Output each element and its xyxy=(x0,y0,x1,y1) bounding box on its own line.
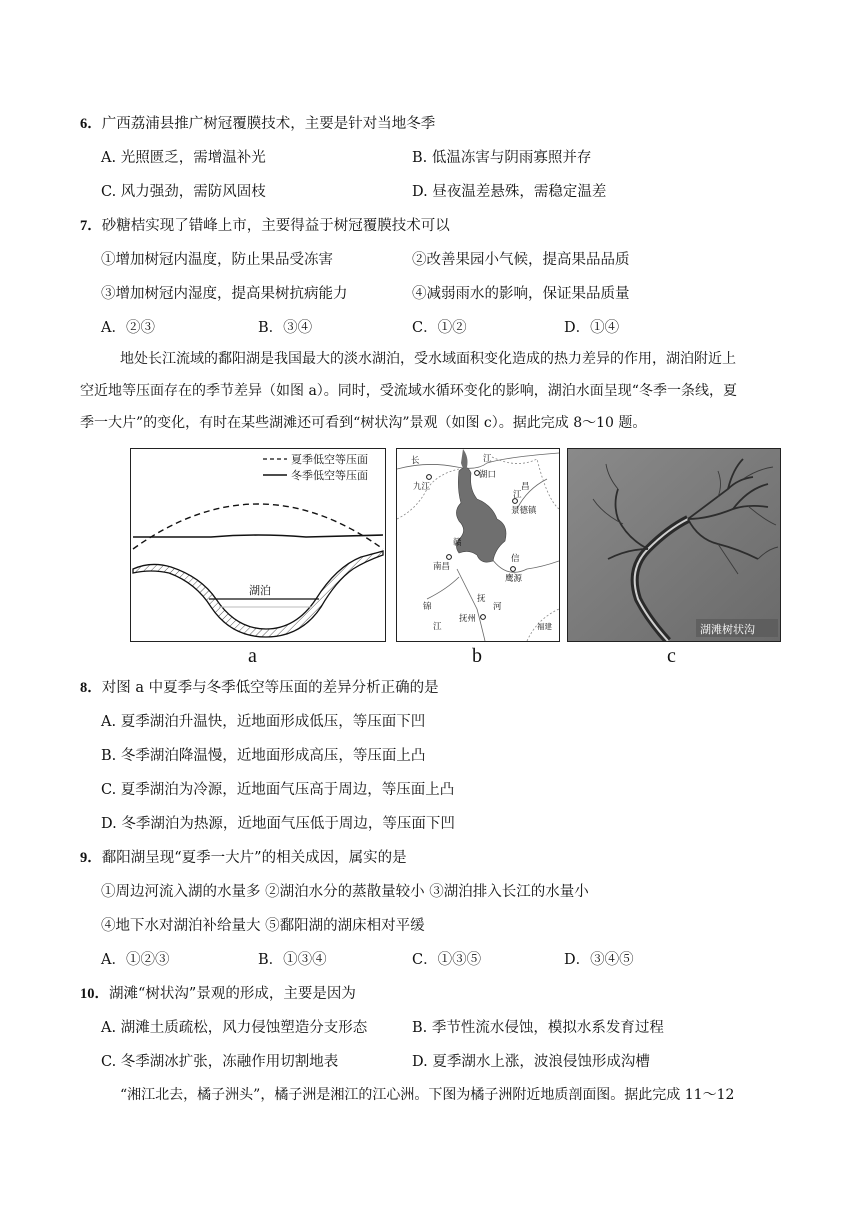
figure-a-label: a xyxy=(248,645,257,667)
map-label-fujian: 福建 xyxy=(537,622,552,631)
question-8-stem xyxy=(80,676,439,697)
map-label-jiujiang: 九江 xyxy=(413,482,431,492)
q9-option-c: C．①③⑤ xyxy=(412,952,482,968)
q10-option-c: C. 冬季湖冰扩张，冻融作用切割地表 xyxy=(101,1054,339,1070)
figure-c-label: c xyxy=(667,645,676,667)
lake-label: 湖泊 xyxy=(249,584,271,597)
question-6-stem xyxy=(80,112,435,133)
lake-inlet xyxy=(461,449,468,468)
map-label-nanchang: 南昌 xyxy=(433,562,451,572)
q10-option-d: D. 夏季湖水上涨，波浪侵蚀形成沟槽 xyxy=(412,1054,650,1070)
question-number: 6． xyxy=(80,116,102,132)
map-label-jingdezhen: 景德镇 xyxy=(511,506,537,516)
q7-option-b: B．③④ xyxy=(258,320,313,336)
summer-isobar-curve xyxy=(133,504,383,549)
poyang-lake-area xyxy=(456,467,506,562)
q8-option-a: A. 夏季湖泊升温快，近地面形成低压，等压面下凹 xyxy=(101,714,426,730)
isobar-cross-section xyxy=(131,449,385,641)
passage-line-3: 季一大片”的变化，有时在某些湖滩还可看到“树状沟”景观（如图 c）。据此完成 8～10 题。 xyxy=(80,415,647,431)
question-number: 9． xyxy=(80,850,102,866)
winter-isobar-curve xyxy=(133,535,383,537)
map-label-fu: 抚 xyxy=(477,594,486,604)
q8-option-b: B. 冬季湖泊降温慢，近地面形成高压，等压面上凸 xyxy=(101,748,426,764)
passage-line-1: 地处长江流域的鄱阳湖是我国最大的淡水湖泊，受水域面积变化造成的热力差异的作用，湖泊附近上 xyxy=(120,351,736,367)
poyang-lake-map xyxy=(397,449,559,641)
figure-a-isobar-diagram xyxy=(130,448,386,642)
q6-option-c: C. 风力强劲，需防风固枝 xyxy=(101,184,266,200)
map-label-hukou: 湖口 xyxy=(479,470,497,480)
q9-items-line-2: ④地下水对湖泊补给量大 ⑤鄱阳湖的湖床相对平缓 xyxy=(101,918,425,934)
xin-river xyxy=(492,559,559,572)
map-label-chang: 长 xyxy=(411,456,420,466)
question-text: 鄱阳湖呈现“夏季一大片”的相关成因，属实的是 xyxy=(101,850,407,866)
q9-option-b: B．①③④ xyxy=(258,952,327,968)
q10-option-a: A. 湖滩土质疏松，风力侵蚀塑造分支形态 xyxy=(101,1020,368,1036)
q9-items-line-1: ①周边河流入湖的水量多 ②湖泊水分的蒸散量较小 ③湖泊排入长江的水量小 xyxy=(101,884,589,900)
q9-option-d: D．③④⑤ xyxy=(564,952,634,968)
figure-b-poyang-map xyxy=(396,448,560,642)
map-label-chang2: 昌 xyxy=(521,482,530,492)
figure-b-label: b xyxy=(472,645,482,667)
question-9-stem xyxy=(80,846,407,867)
q7-item-4: ④减弱雨水的影响，保证果品质量 xyxy=(412,286,630,302)
q7-item-2: ②改善果园小气候，提高果品品质 xyxy=(412,252,630,268)
q10-option-b: B. 季节性流水侵蚀，模拟水系发育过程 xyxy=(412,1020,664,1036)
question-text: 广西荔浦县推广树冠覆膜技术，主要是针对当地冬季 xyxy=(101,116,436,132)
map-label-jiang3: 江 xyxy=(433,622,442,632)
question-number: 8． xyxy=(80,680,102,696)
gan-river xyxy=(457,569,485,641)
map-label-he: 河 xyxy=(493,602,502,612)
q7-option-a: A．②③ xyxy=(101,320,155,336)
q6-option-b: B. 低温冻害与阴雨寡照并存 xyxy=(412,150,592,166)
yangtze-river xyxy=(397,453,559,469)
q7-option-c: C．①② xyxy=(412,320,467,336)
question-text: 对图 a 中夏季与冬季低空等压面的差异分析正确的是 xyxy=(101,680,439,696)
question-number: 10． xyxy=(80,986,109,1002)
q8-option-d: D. 冬季湖泊为热源，近地面气压低于周边，等压面下凹 xyxy=(101,816,455,832)
q7-item-3: ③增加树冠内湿度，提高果树抗病能力 xyxy=(101,286,348,302)
map-label-jiang2: 江 xyxy=(513,490,522,500)
map-label-gan: 赣 xyxy=(453,538,462,548)
question-7-stem xyxy=(80,214,450,235)
q6-option-a: A. 光照匮乏，需增温补光 xyxy=(101,150,266,166)
photo-caption: 湖滩树状沟 xyxy=(700,623,755,636)
passage-line-2: 空近地等压面存在的季节差异（如图 a）。同时，受流域水循环变化的影响，湖泊水面呈现“冬季一条线，夏 xyxy=(80,383,737,399)
legend-summer-label: 夏季低空等压面 xyxy=(291,453,368,466)
map-label-jin: 锦 xyxy=(423,602,432,612)
question-text: 砂糖桔实现了错峰上市，主要得益于树冠覆膜技术可以 xyxy=(101,218,450,234)
question-text: 湖滩“树状沟”景观的形成，主要是因为 xyxy=(109,986,356,1002)
q7-option-d: D．①④ xyxy=(564,320,620,336)
figure-c-photo xyxy=(567,448,781,642)
tree-gully-photo xyxy=(568,449,780,641)
map-label-jiang: 江 xyxy=(483,454,492,464)
q7-item-1: ①增加树冠内温度，防止果品受冻害 xyxy=(101,252,333,268)
question-10-stem xyxy=(80,982,356,1003)
map-label-xin: 信 xyxy=(511,554,520,564)
map-label-yingtan: 鹰源 xyxy=(505,574,523,584)
q9-option-a: A．①②③ xyxy=(101,952,170,968)
jin-river xyxy=(427,577,459,599)
q6-option-d: D. 昼夜温差悬殊，需稳定温差 xyxy=(412,184,607,200)
q8-option-c: C. 夏季湖泊为冷源，近地面气压高于周边，等压面上凸 xyxy=(101,782,455,798)
passage-2-line-1: “湘江北去，橘子洲头”，橘子洲是湘江的江心洲。下图为橘子洲附近地质剖面图。据此完成 11～12 xyxy=(120,1087,735,1103)
legend-winter-label: 冬季低空等压面 xyxy=(291,469,368,482)
map-label-fuzhou: 抚州 xyxy=(459,614,477,624)
question-number: 7． xyxy=(80,218,102,234)
